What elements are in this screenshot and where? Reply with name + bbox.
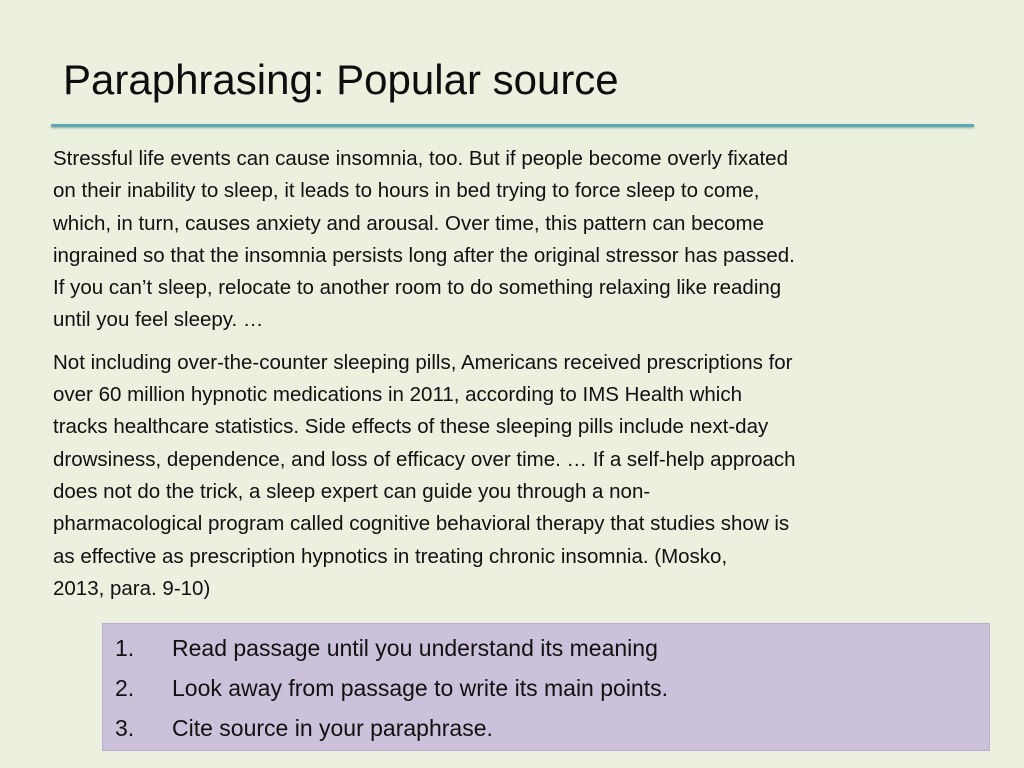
passage-paragraph-1: Stressful life events can cause insomnia, too. But if people become overly fixated on their inability to sleep, it leads to hours in bed trying to force sleep to come, which, in turn, causes anxiety and arousal. Over time, this pattern can become ingrained so that the insomnia persists long after the original stressor has passed. If you can’t sleep, relocate to another room to do something relaxing like reading until you feel sleepy. … (53, 147, 795, 332)
quoted-passage (53, 143, 965, 605)
steps-list (103, 624, 989, 748)
step-text: Read passage until you understand its meaning (172, 635, 658, 661)
slide-title: Paraphrasing: Popular source (63, 56, 619, 103)
passage-paragraph-2: Not including over-the-counter sleeping pills, Americans received prescriptions for over 60 million hypnotic medications in 2011, according to IMS Health which tracks healthcare statistics. Side effects of these sleeping pills include next-day drowsiness, dependence, and loss of efficacy over time. … If a self-help approach does not do the trick, a sleep expert can guide you through a non- pharmacological program called cognitive behavioral therapy that studies show is as effective as prescription hypnotics in treating chronic insomnia. (Mosko, 2013, para. 9-10) (53, 350, 796, 600)
step-number: 2. (115, 675, 135, 701)
step-text: Look away from passage to write its main points. (172, 675, 669, 701)
step-number: 1. (115, 635, 135, 661)
step-item-2 (103, 668, 989, 708)
paraphrasing-steps-box (102, 623, 990, 751)
step-item-3 (103, 708, 989, 748)
title-divider (51, 124, 974, 127)
step-number: 3. (115, 715, 135, 741)
step-text: Cite source in your paraphrase. (172, 715, 493, 741)
step-item-1 (103, 628, 989, 668)
